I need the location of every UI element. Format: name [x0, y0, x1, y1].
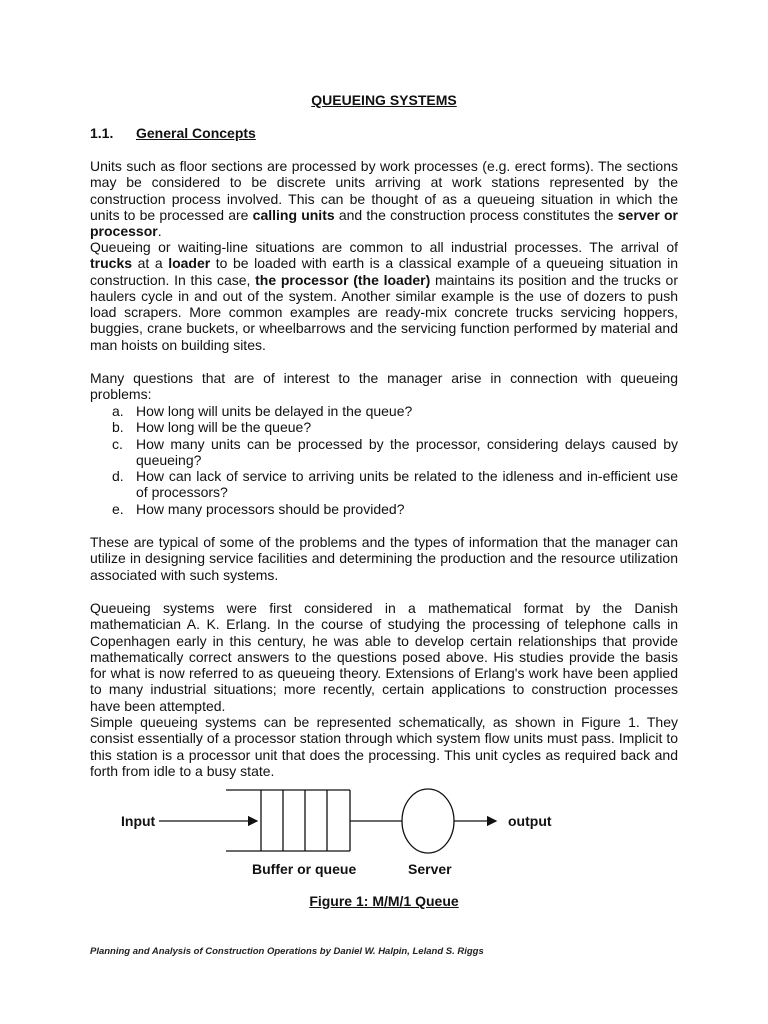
section-name: General Concepts	[136, 125, 256, 141]
paragraph-units: Units such as floor sections are processed by work processes (e.g. erect forms). The sections may be considered to be discrete units arriving at work stations represented by the construction process involved. This can be thought of as a queueing situation in which the units to be processed are calling units and the construction process constitutes the server or processor.	[90, 158, 679, 240]
buffer-label: Buffer or queue	[252, 861, 357, 877]
paragraph-schematic: Simple queueing systems can be represented schematically, as shown in Figure 1. They consist essentially of a processor station through which system flow units must pass. Implicit to this station is a processor unit that does the processing. This unit cycles as required back and forth from idle to a busy state.	[90, 714, 678, 779]
figure-caption: Figure 1: M/M/1 Queue	[309, 893, 459, 909]
paragraph-questions-intro: Many questions that are of interest to the manager arise in connection with queueing problems:	[90, 370, 678, 403]
list-item: d. How can lack of service to arriving units be related to the idleness and in-efficient use of processors?	[112, 468, 678, 501]
page-footer: Planning and Analysis of Construction Operations by Daniel W. Halpin, Leland S. Riggs	[90, 946, 484, 957]
questions-list	[90, 403, 678, 517]
section-heading	[90, 125, 256, 141]
list-item: b. How long will be the queue?	[112, 419, 312, 436]
paragraph-erlang: Queueing systems were first considered in a mathematical format by the Danish mathematician A. K. Erlang. In the course of studying the processing of telephone calls in Copenhagen early in this century, he was able to develop certain relationships that provide mathematically correct answers to the questions posed above. His studies provide the basis for what is now referred to as queueing theory. Extensions of Erlang's work have been applied to many industrial situations; more recently, certain applications to construction processes have been attempted.	[90, 600, 678, 714]
server-circle	[402, 789, 454, 853]
page-title: QUEUEING SYSTEMS	[311, 92, 457, 108]
paragraph-typical-problems: These are typical of some of the problems and the types of information that the manager can utilize in designing service facilities and determining the production and the resource utilization associated with such systems.	[90, 534, 678, 583]
input-label: Input	[121, 813, 156, 829]
server-label: Server	[408, 861, 452, 877]
output-label: output	[508, 813, 552, 829]
paragraph-waiting-line: Queueing or waiting-line situations are common to all industrial processes. The arrival of trucks at a loader to be loaded with earth is a classical example of a queueing situation in construction. In this case, the processor (the loader) maintains its position and the trucks or haulers cycle in and out of the system. Another similar example is the use of dozers to push load scrapers. More common examples are ready-mix concrete trucks servicing hoppers, buggies, crane buckets, or wheelbarrows and the servicing function performed by material and man hoists on building sites.	[90, 239, 678, 353]
list-item: a. How long will units be delayed in the queue?	[112, 403, 413, 419]
list-item: c. How many units can be processed by the processor, considering delays caused by queueing?	[112, 435, 678, 468]
list-item: e. How many processors should be provided?	[112, 500, 405, 517]
section-number: 1.1.	[90, 125, 114, 141]
